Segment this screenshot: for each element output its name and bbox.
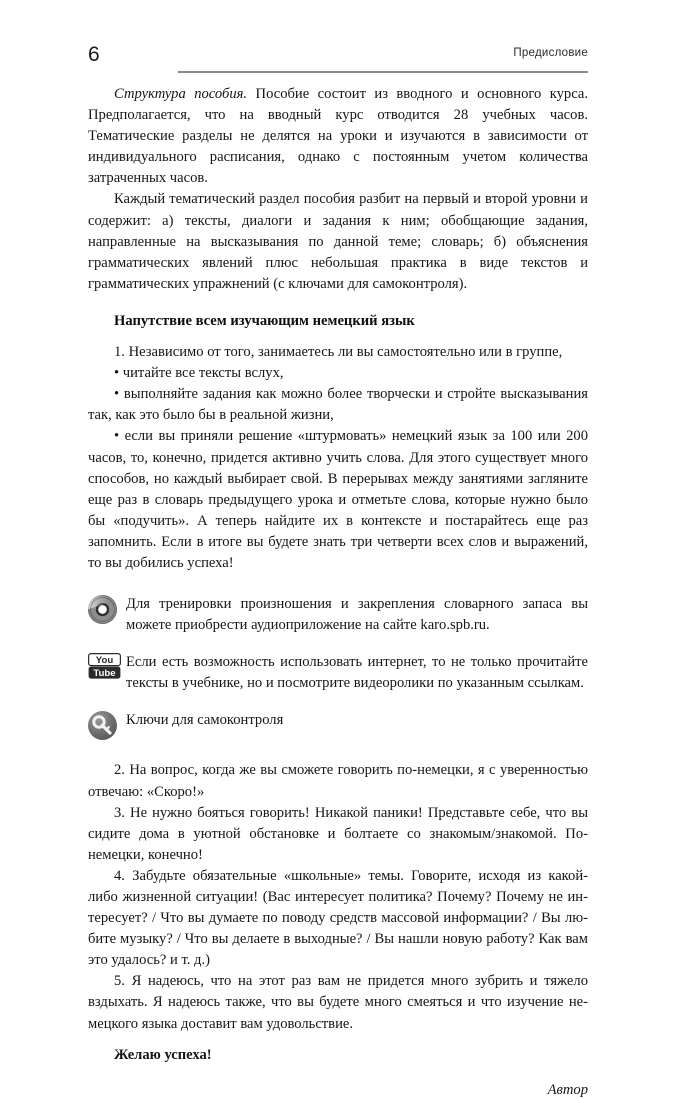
running-head-title: Предисловие: [513, 47, 588, 59]
spacer: [88, 1035, 588, 1045]
bullet-item-2: • выполняйте задания как можно более творчески и стройте высказывания так, как это было бы в реальной жизни,: [88, 386, 588, 424]
list-item-4: 4. Забудьте обязательные «школьные» темы. Говорите, исходя из какой-либо жизненной ситуации! (Вас интересует политика? Почему? Почему не интересует? / Что вы думаете по поводу средств массовой информации? / Вы любите музыку? / Что вы делаете в выходные? / Вы нашли новую работу? Как вам это удалось? и т. д.): [88, 867, 588, 969]
header-divider: [178, 71, 588, 73]
svg-text:You: You: [95, 655, 114, 667]
paragraph-structure: [88, 84, 588, 189]
spacer: [88, 636, 588, 652]
key-icon: [88, 711, 117, 740]
running-head: [88, 44, 588, 78]
heading-advice: Напутствие всем изучающим немецкий язык: [114, 312, 415, 329]
signature: Автор: [547, 1081, 588, 1098]
page-number: 6: [88, 43, 100, 66]
list-item-2: 2. На вопрос, когда же вы сможете говорить по-немецки, я с уверенностью отвечаю: «Скоро!»: [88, 762, 588, 800]
note-audio: [88, 594, 588, 636]
paragraph-structure-text: Пособие состоит из вводного и основного курса. Предполагается, что на вводный курс отводится 28 учебных часов. Тематические разделы не делятся на уроки и изучаются в зависимости от индивидуального расписания, однако с постоянным учетом количества затраченных часов.: [88, 86, 588, 187]
note-video: [88, 652, 588, 694]
note-audio-text: Для тренировки произношения и закрепления словарного запаса вы можете приобрести аудиоприложение на сайте karo.spb.ru.: [126, 596, 588, 634]
closing-line: Желаю успеха!: [114, 1046, 212, 1063]
spacer: [88, 694, 588, 710]
paragraph-sections: Каждый тематический раздел пособия разбит на первый и второй уровни и содержит: а) тексты, диалоги и задания к ним; обобщающие задания, направленные на высказывания по данной теме; словарь; б) объяснения грамматических явлений плюс небольшая практика в виде текстов и грамматических упражнений (с ключами для самоконтроля).: [88, 191, 588, 292]
note-keys-text: Ключи для самоконтроля: [126, 712, 284, 729]
spacer: [88, 574, 588, 594]
bullet-item-3: • если вы приняли решение «штурмовать» немецкий язык за 100 или 200 часов, то, конечно, придется активно учить слова. Для этого существует много способов, но каждый выбирает свой. В перерывах между занятиями загляните еще раз в словарь предыдущего урока и отметьте слова, которые нужно было бы «подучить». А теперь найдите их в контексте и постарайтесь еще раз запомнить. Если в итоге вы будете знать три четверти всех слов и выражений, то вы добились успеха!: [88, 428, 588, 571]
cd-disc-icon: [88, 595, 117, 624]
list-item-5: 5. Я надеюсь, что на этот раз вам не придется много зубрить и тяжело вздыхать. Я надеюсь также, что вы будете много смеяться и что изучение немецкого языка доставит вам удовольствие.: [88, 973, 588, 1032]
note-video-text: Если есть возможность использовать интернет, то не только прочитайте тексты в учебнике, но и посмотрите видеоролики по указанным ссылкам.: [126, 654, 588, 692]
lead-italic-phrase: Структура пособия.: [114, 86, 248, 102]
body-column: [88, 84, 588, 1099]
spacer: [88, 332, 588, 342]
note-keys: [88, 710, 588, 740]
spacer: [88, 740, 588, 760]
svg-text:Tube: Tube: [93, 668, 116, 680]
list-item-3: 3. Не нужно бояться говорить! Никакой паники! Представьте себе, что вы сидите дома в уютной обстановке и болтаете со знакомым/знакомой. По-немецки, конечно!: [88, 804, 588, 863]
spacer: [88, 295, 588, 311]
youtube-icon: [88, 653, 117, 682]
bullet-item-1: • читайте все тексты вслух,: [114, 365, 284, 382]
list-item-1: 1. Независимо от того, занимаетесь ли вы самостоятельно или в группе,: [114, 344, 563, 361]
